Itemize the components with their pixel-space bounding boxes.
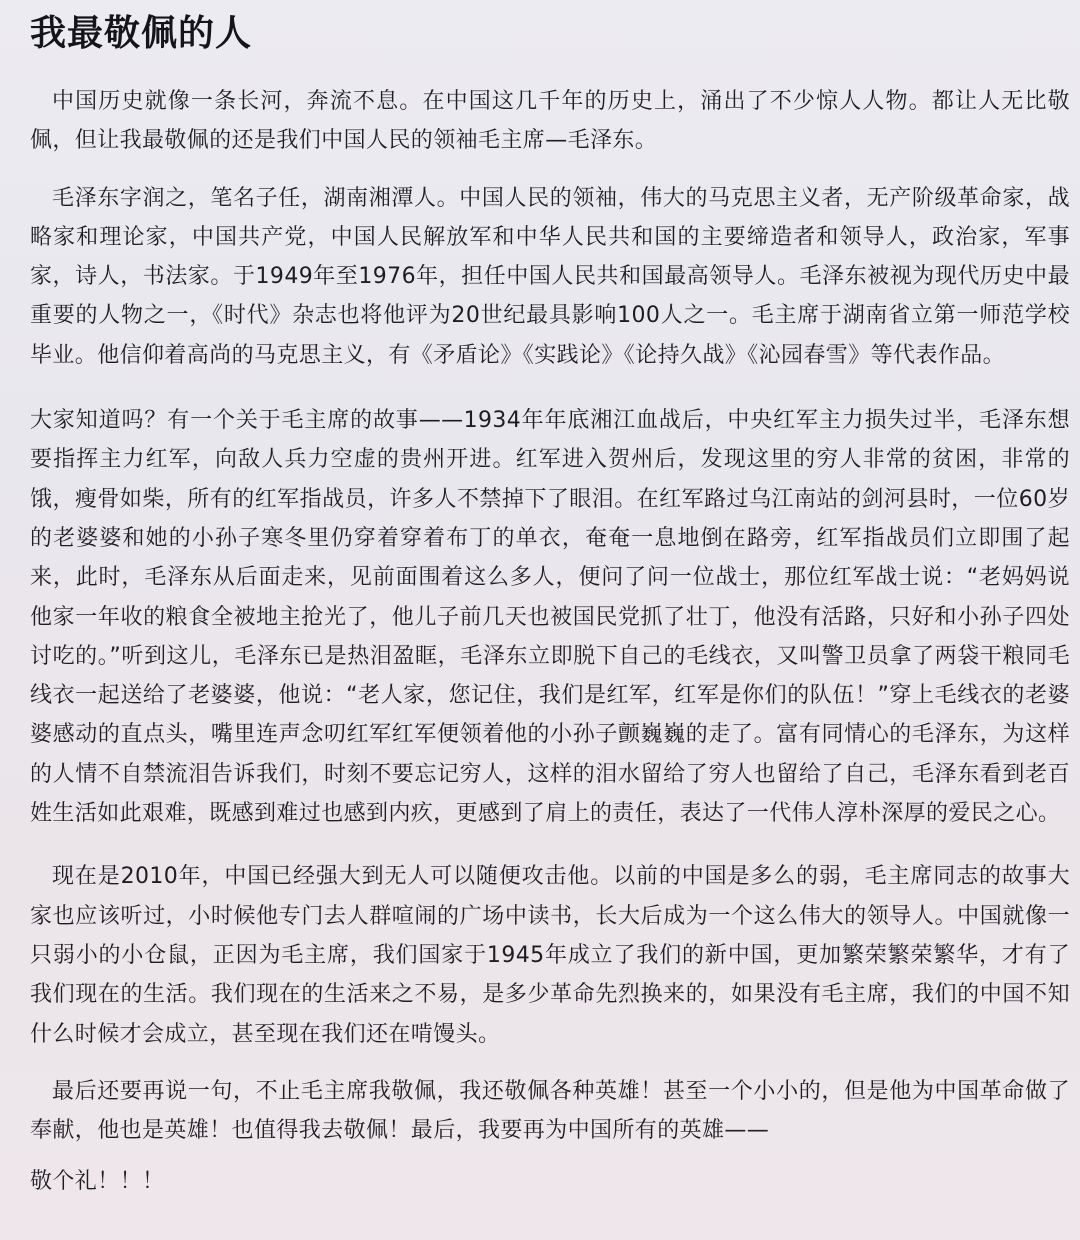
paragraph-present: 现在是2010年，中国已经强大到无人可以随便攻击他。以前的中国是多么的弱，毛主席同志的故事大家也应该听过，小时候他专门去人群喧闹的广场中读书，长大后成为一个这么伟大的领导人。中国就像一只弱小的小仓鼠，正因为毛主席，我们国家于1945年成立了我们的新中国，更加繁荣繁荣繁华，才有了我们现在的生活。我们现在的生活来之不易，是多少革命先烈换来的，如果没有毛主席，我们的中国不知什么时候才会成立，甚至现在我们还在啃馒头。: [30, 864, 1070, 1047]
paragraph-conclusion: 最后还要再说一句，不止毛主席我敬佩，我还敬佩各种英雄！甚至一个小小的，但是他为中国革命做了奉献，他也是英雄！也值得我去敬佩！最后，我要再为中国所有的英雄——: [30, 1078, 1070, 1144]
paragraph-intro: 中国历史就像一条长河，奔流不息。在中国这几千年的历史上，涌出了不少惊人人物。都让人无比敬佩，但让我最敬佩的还是我们中国人民的领袖毛主席—毛泽东。: [30, 89, 1070, 154]
paragraph-biography: 毛泽东字润之，笔名子任，湖南湘潭人。中国人民的领袖，伟大的马克思主义者，无产阶级革命家，战略家和理论家，中国共产党，中国人民解放军和中华人民共和国的主要缔造者和领导人，政治家，军事家，诗人，书法家。于1949年至1976年，担任中国人民共和国最高领导人。毛泽东被视为现代历史中最重要的人物之一，《时代》杂志也将他评为20世纪最具影响100人之一。毛主席于湖南省立第一师范学校毕业。他信仰着高尚的马克思主义，有《矛盾论》《实践论》《论持久战》《沁园春雪》等代表作品。: [30, 185, 1070, 368]
paragraph-story: 大家知道吗？有一个关于毛主席的故事——1934年年底湘江血战后，中央红军主力损失过半，毛泽东想要指挥主力红军，向敌人兵力空虚的贵州开进。红军进入贺州后，发现这里的穷人非常的贫困，非常的饿，瘦骨如柴，所有的红军指战员，许多人不禁掉下了眼泪。在红军路过乌江南站的剑河县时，一位60岁的老婆婆和她的小孙子寒冬里仍穿着穿着布丁的单衣，奄奄一息地倒在路旁，红军指战员们立即围了起来，此时，毛泽东从后面走来，见前面围着这么多人，便问了问一位战士，那位红军战士说：“老妈妈说他家一年收的粮食全被地主抢光了，他儿子前几天也被国民党抓了壮丁，他没有活路，只好和小孙子四处讨吃的。”听到这儿，毛泽东已是热泪盈眶，毛泽东立即脱下自己的毛线衣，又叫警卫员拿了两袋干粮同毛线衣一起送给了老婆婆，他说：“老人家，您记住，我们是红军，红军是你们的队伍！”穿上毛线衣的老婆婆感动的直点头，嘴里连声念叨红军红军便领着他的小孙子颤巍巍的走了。富有同情心的毛泽东，为这样的人情不自禁流泪告诉我们，时刻不要忘记穷人，这样的泪水留给了穷人也留给了自己，毛泽东看到老百姓生活如此艰难，既感到难过也感到内疚，更感到了肩上的责任，表达了一代伟人淳朴深厚的爱民之心。: [30, 408, 1070, 827]
essay-title: 我最敬佩的人: [30, 13, 253, 54]
paragraph-salute: 敬个礼！！！: [30, 1169, 165, 1195]
